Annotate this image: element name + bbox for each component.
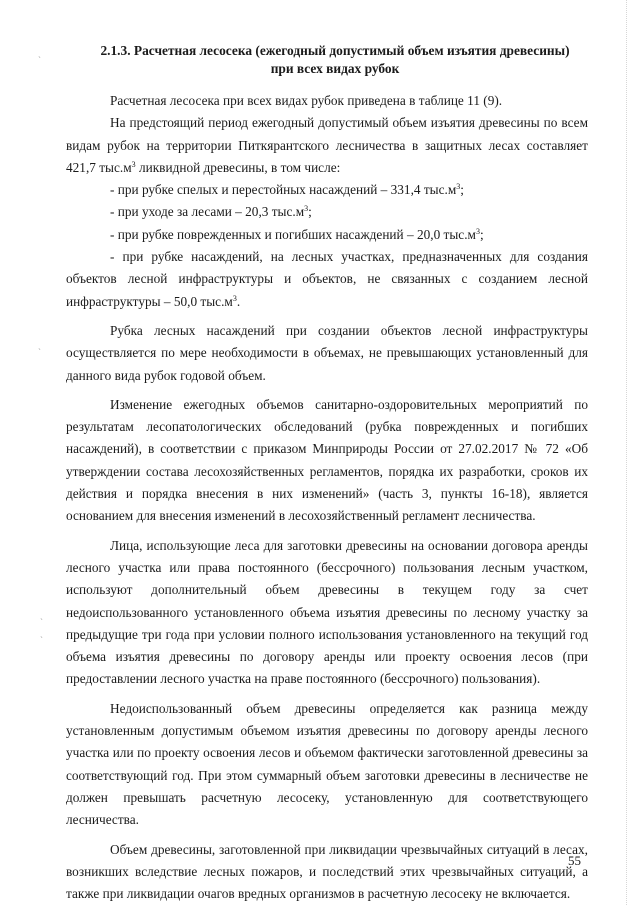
paragraph-unused-volume: Недоиспользованный объем древесины определяется как разница между установленным допустимым объемом изъятия древесины по договору аренды лесного участка или по проекту освоения лесов и объемом фактически заготовленной древесины за соответствующий год. При этом суммарный объем заготовки древесины в лесничестве не должен превышать расчетную лесосеку, установленную для соответствующего лесничества.	[66, 700, 588, 828]
scan-speck: ˏ	[40, 610, 43, 620]
section-heading	[70, 42, 600, 78]
list-item-damaged-stands: - при рубке поврежденных и погибших насаждений – 20,0 $тыс.м^3$;	[110, 226, 484, 242]
paragraph-lease-users: Лица, использующие леса для заготовки древесины на основании договора аренды лесного участка или права постоянного (бессрочного) пользования лесным участком, используют дополнительный объем древесины в текущем году за счет недоиспользованного установленного объема изъятия древесины по лесному участку за предыдущие три года при условии полного использования установленного на текущий год объема изъятия древесины по договору аренды или проекту освоения лесов (при предоставлении лесного участка на праве постоянного (бессрочного) пользования).	[66, 537, 588, 687]
paragraph-table-reference: Расчетная лесосека при всех видах рубок приведена в таблице 11 (9).	[110, 93, 503, 108]
paragraph-sanitary-changes: Изменение ежегодных объемов санитарно-оздоровительных мероприятий по результатам лесопатологических обследований (рубка поврежденных и погибших насаждений), в соответствии с приказом Минприроды России от 27.02.2017 № 72 «Об утверждении состава лесохозяйственных регламентов, порядка их разработки, сроков их действия и порядка внесения в них изменений» (часть 3, пункты 16-18), является основанием для внесения изменений в лесохозяйственный регламент лесничества.	[66, 396, 588, 524]
section-heading-line-2: при всех видах рубок	[270, 61, 400, 76]
list-item-mature-stands: - при рубке спелых и перестойных насаждений – 331,4 $тыс.м^3$;	[110, 182, 464, 198]
paragraph-annual-volume: На предстоящий период ежегодный допустимый объем изъятия древесины по всем видам рубок на территории Питкярантского лесничества в защитных лесах составляет 421,7 $тыс.м^3$ ликвидной древесины, в том числе:	[66, 115, 588, 175]
scan-speck: ˏ	[38, 48, 41, 58]
paragraph-emergency-volume: Объем древесины, заготовленной при ликвидации чрезвычайных ситуаций в лесах, возникших вследствие лесных пожаров, и последствий этих чрезвычайных ситуаций, а также при ликвидации очагов вредных организмов в расчетную лесосеку не включается.	[66, 841, 588, 902]
list-item-forest-care: - при уходе за лесами – 20,3 $тыс.м^3$;	[110, 204, 312, 220]
section-heading-line-1: 2.1.3. Расчетная лесосека (ежегодный допустимый объем изъятия древесины)	[100, 43, 570, 58]
document-body	[66, 90, 588, 905]
scan-speck: ˏ	[40, 628, 43, 638]
page-number: 55	[568, 853, 581, 868]
scan-speck: ˏ	[38, 340, 41, 350]
list-item-infrastructure: - при рубке насаждений, на лесных участках, предназначенных для создания объектов лесной инфраструктуры и объектов, не связанных с созданием лесной инфраструктуры – 50,0 $тыс.м^3$.	[66, 249, 588, 309]
paragraph-infrastructure-felling: Рубка лесных насаждений при создании объектов лесной инфраструктуры осуществляется по мере необходимости в объемах, не превышающих установленный для данного вида рубок годовой объем.	[66, 322, 588, 383]
scan-right-edge	[626, 0, 633, 905]
